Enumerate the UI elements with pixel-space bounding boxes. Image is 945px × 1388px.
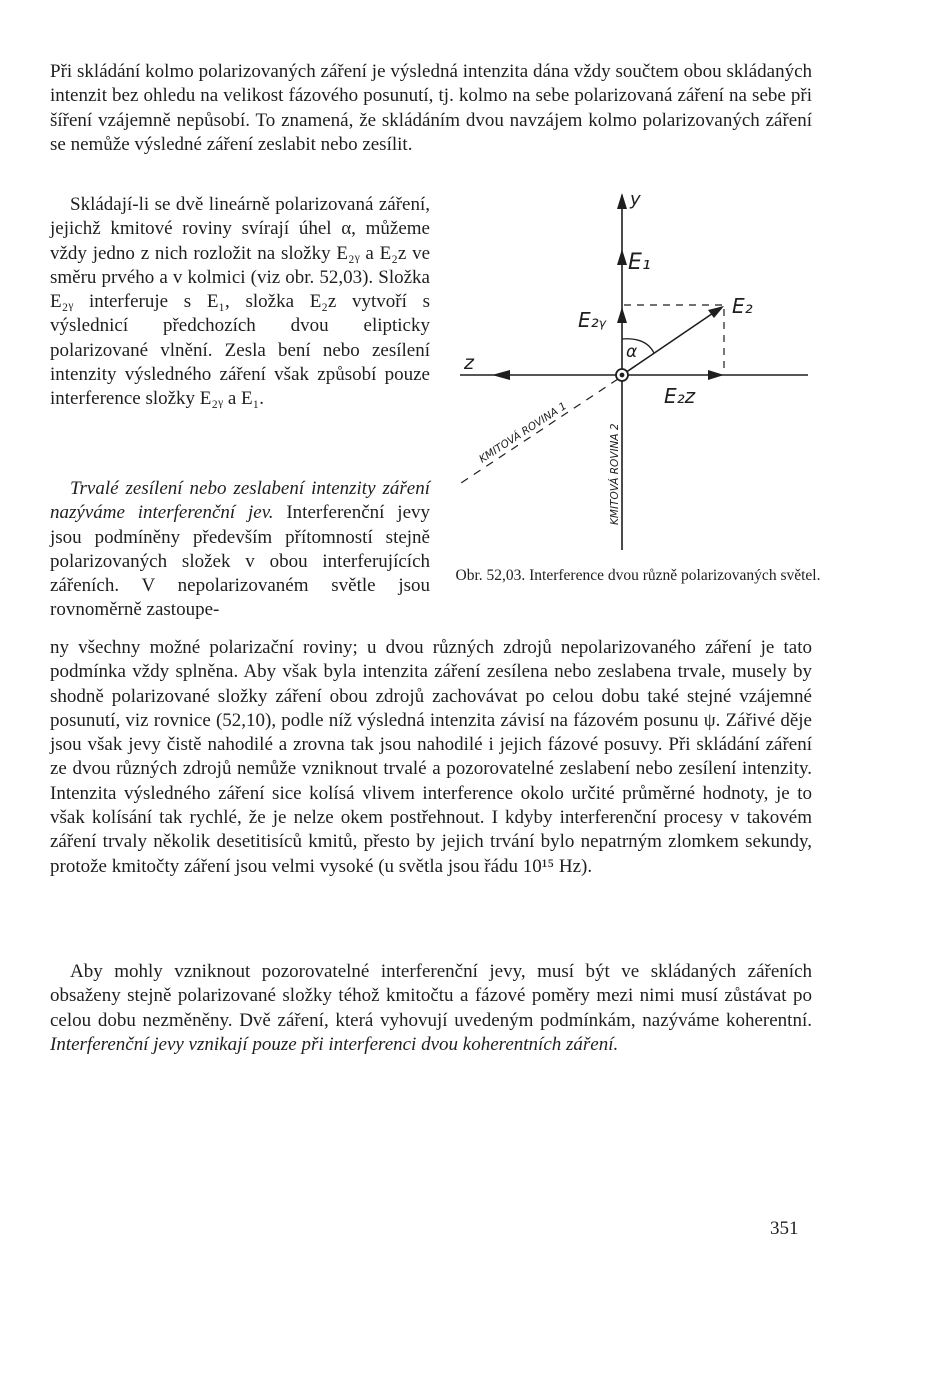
paragraph-3 bbox=[50, 477, 430, 623]
e1-arrowhead bbox=[617, 249, 627, 265]
paragraph-5-normal: Aby mohly vzniknout pozorovatelné interferenční jevy, musí být ve skládaných zářeních obsaženy stejně polarizované složky téhož kmitočtu a fázové poměry mezi nimi musí zůstávat po celou dobu nezměněny. Dvě záření, která vyhovují uvedeným podmínkám, nazýváme koherentní. bbox=[50, 961, 812, 1031]
paragraph-2: Skládají-li se dvě lineárně polarizovaná záření, jejichž kmitové roviny svírají úhel α, můžeme vždy jedno z nich rozložit na složky E₂ᵧ a E₂z ve směru prvého a v kolmici (viz obr. 52,03). Složka E₂ᵧ interferuje s E₁, složka E₂z vytvoří s výslednicí předchozích dvou elipticky polarizované vlnění. Zesla bení nebo zesílení intenzity výsledného záření však způsobí pouze interference složky E₂ᵧ a E₁. bbox=[50, 194, 430, 410]
z-axis-arrowhead bbox=[492, 370, 510, 380]
label-e2: E₂ bbox=[732, 294, 753, 318]
page-number: 351 bbox=[770, 1218, 799, 1239]
label-plane1: KMITOVÁ ROVINA 1 bbox=[477, 400, 569, 466]
interference-diagram bbox=[448, 185, 828, 555]
y-axis-arrowhead bbox=[617, 193, 627, 209]
paragraph-4: ny všechny možné polarizační roviny; u dvou různých zdrojů nepolarizovaného záření je tato podmínka vždy splněna. Aby však byla intenzita záření zesílena nebo zeslabena trvale, musely by shodně polarizované složky záření obou zdrojů zachovávat po celou dobu také stejné vzájemné posunutí, viz rovnice (52,10), podle níž výsledná intenzita závisí na fázovém posunu ψ. Zářivé děje jsou však jevy čistě nahodilé a zrovna tak jsou nahodilé i jejich fázové posuvy. Při skládání záření ze dvou různých zdrojů nemůže vzniknout trvalé a pozorovatelné zeslabení nebo zesílení intenzity. Intenzita výsledného záření sice kolísá vlivem interference okolo určité průměrné hodnoty, je to však kolísání tak rychlé, že je nelze okem postřehnout. I kdyby interferenční procesy v takovém záření trvaly několik desetitisíců kmitů, přesto by jejich trvání bylo nepatrným zlomkem sekundy, protože kmitočty záření jsou velmi vysoké (u světla jsou řádu 10¹⁵ Hz). bbox=[50, 637, 812, 877]
e2z-arrowhead bbox=[708, 370, 724, 380]
figure-caption: Obr. 52,03. Interference dvou různě polarizovaných světel. bbox=[455, 567, 821, 584]
paragraph-5-italic: Interferenční jevy vznikají pouze při interferenci dvou koherentních záření. bbox=[50, 1033, 619, 1055]
plane1-dashed-line bbox=[458, 379, 618, 485]
paragraph-5 bbox=[50, 960, 812, 1057]
e2-arrowhead bbox=[708, 306, 724, 318]
paragraph-3-italic: Trvalé zesílení nebo zeslabení intenzity záření nazýváme interferenční jev. bbox=[50, 478, 430, 524]
paragraph-1: Při skládání kolmo polarizovaných záření je výsledná intenzita dána vždy součtem obou skládaných intenzit bez ohledu na velikost fázového posunutí, tj. kolmo na sebe polarizovaná záření na sebe při šíření vzájemně nepůsobí. To znamená, že skládáním dvou navzájem kolmo polarizovaných záření se nemůže výsledné záření zeslabit nebo zesílit. bbox=[50, 61, 812, 155]
origin-dot bbox=[620, 373, 623, 376]
label-plane2: KMITOVÁ ROVINA 2 bbox=[609, 423, 621, 525]
e2-vector-line bbox=[622, 307, 722, 375]
label-alpha: α bbox=[626, 342, 638, 362]
label-z: z bbox=[464, 352, 474, 374]
label-e2y: E₂ᵧ bbox=[578, 308, 607, 332]
label-y: y bbox=[630, 189, 641, 210]
paragraph-3-rest: Interferenční jevy jsou podmíněny především přítomností stejně polarizovaných složek v obou interferujících zářeních. V nepolarizovaném světle jsou rovnoměrně zastoupe- bbox=[50, 502, 430, 621]
e2y-arrowhead bbox=[617, 307, 627, 323]
label-e1: E₁ bbox=[628, 250, 651, 275]
label-e2z: E₂z bbox=[664, 384, 696, 408]
